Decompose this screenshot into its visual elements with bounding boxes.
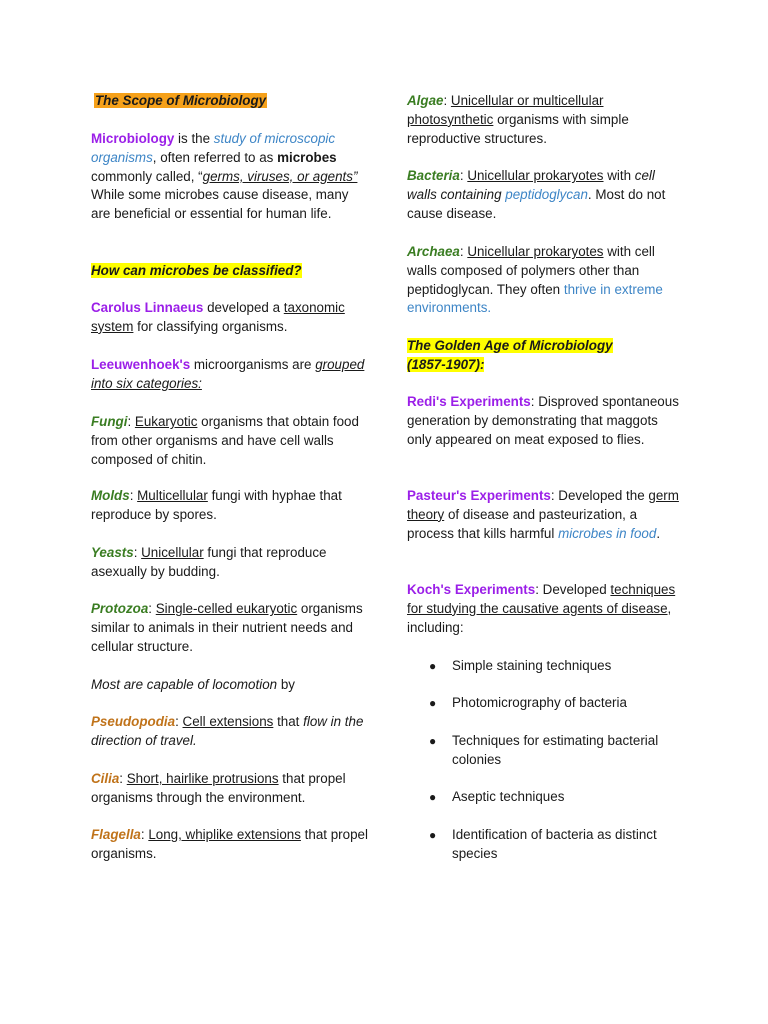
linnaeus-paragraph: Carolus Linnaeus developed a taxonomic system for classifying organisms.	[91, 300, 345, 334]
list-item: ● Simple staining techniques	[407, 657, 682, 676]
leeuwenhoek-paragraph: Leeuwenhoek's microorganisms are grouped into six categories:	[91, 357, 365, 391]
bullet-icon: ●	[429, 790, 437, 804]
intro-paragraph: Microbiology is the study of microscopic organisms, often referred to as microbes commonly called, “germs, viruses, or agents” While some microbes cause disease, many are beneficial or essential for human life.	[91, 131, 358, 222]
golden-age-heading: The Golden Age of Microbiology (1857-1907):	[407, 338, 613, 372]
list-item: ● Identification of bacteria as distinct species	[429, 827, 657, 861]
cilia-paragraph: Cilia: Short, hairlike protrusions that propel organisms through the environment.	[91, 771, 346, 805]
yeasts-paragraph: Yeasts: Unicellular fungi that reproduce asexually by budding.	[91, 545, 327, 579]
bullet-icon: ●	[429, 659, 437, 673]
bullet-icon: ●	[429, 696, 437, 710]
classification-question: How can microbes be classified?	[91, 263, 302, 278]
list-item: ● Techniques for estimating bacterial colonies	[429, 733, 659, 767]
scope-title: The Scope of Microbiology	[95, 93, 267, 108]
bullet-icon: ●	[429, 734, 437, 748]
algae-paragraph: Algae: Unicellular or multicellular photosynthetic organisms with simple reproductive structures.	[407, 93, 629, 146]
fungi-paragraph: Fungi: Eukaryotic organisms that obtain food from other organisms and have cell walls composed of chitin.	[91, 414, 359, 467]
list-item: ● Photomicrography of bacteria	[407, 694, 682, 713]
bullet-icon: ●	[429, 828, 437, 842]
section-title	[91, 92, 371, 111]
koch-paragraph: Koch's Experiments: Developed techniques for studying the causative agents of disease, including:	[407, 582, 676, 635]
protozoa-paragraph: Protozoa: Single-celled eukaryotic organisms similar to animals in their nutrient needs and cellular structure.	[91, 601, 363, 654]
bacteria-paragraph: Bacteria: Unicellular prokaryotes with cell walls containing peptidoglycan. Most do not cause disease.	[407, 168, 666, 221]
list-item: ● Aseptic techniques	[407, 788, 682, 807]
locomotion-paragraph: Most are capable of locomotion by	[91, 677, 295, 692]
pseudopodia-paragraph: Pseudopodia: Cell extensions that flow in the direction of travel.	[91, 714, 364, 748]
flagella-paragraph: Flagella: Long, whiplike extensions that propel organisms.	[91, 827, 368, 861]
pasteur-paragraph: Pasteur's Experiments: Developed the germ theory of disease and pasteurization, a process that kills harmful microbes in food.	[407, 488, 679, 541]
archaea-paragraph: Archaea: Unicellular prokaryotes with cell walls composed of polymers other than peptidoglycan. They often thrive in extreme environments.	[407, 244, 663, 316]
redi-paragraph: Redi's Experiments: Disproved spontaneous generation by demonstrating that maggots only appeared on meat exposed to flies.	[407, 394, 679, 447]
molds-paragraph: Molds: Multicellular fungi with hyphae that reproduce by spores.	[91, 488, 342, 522]
